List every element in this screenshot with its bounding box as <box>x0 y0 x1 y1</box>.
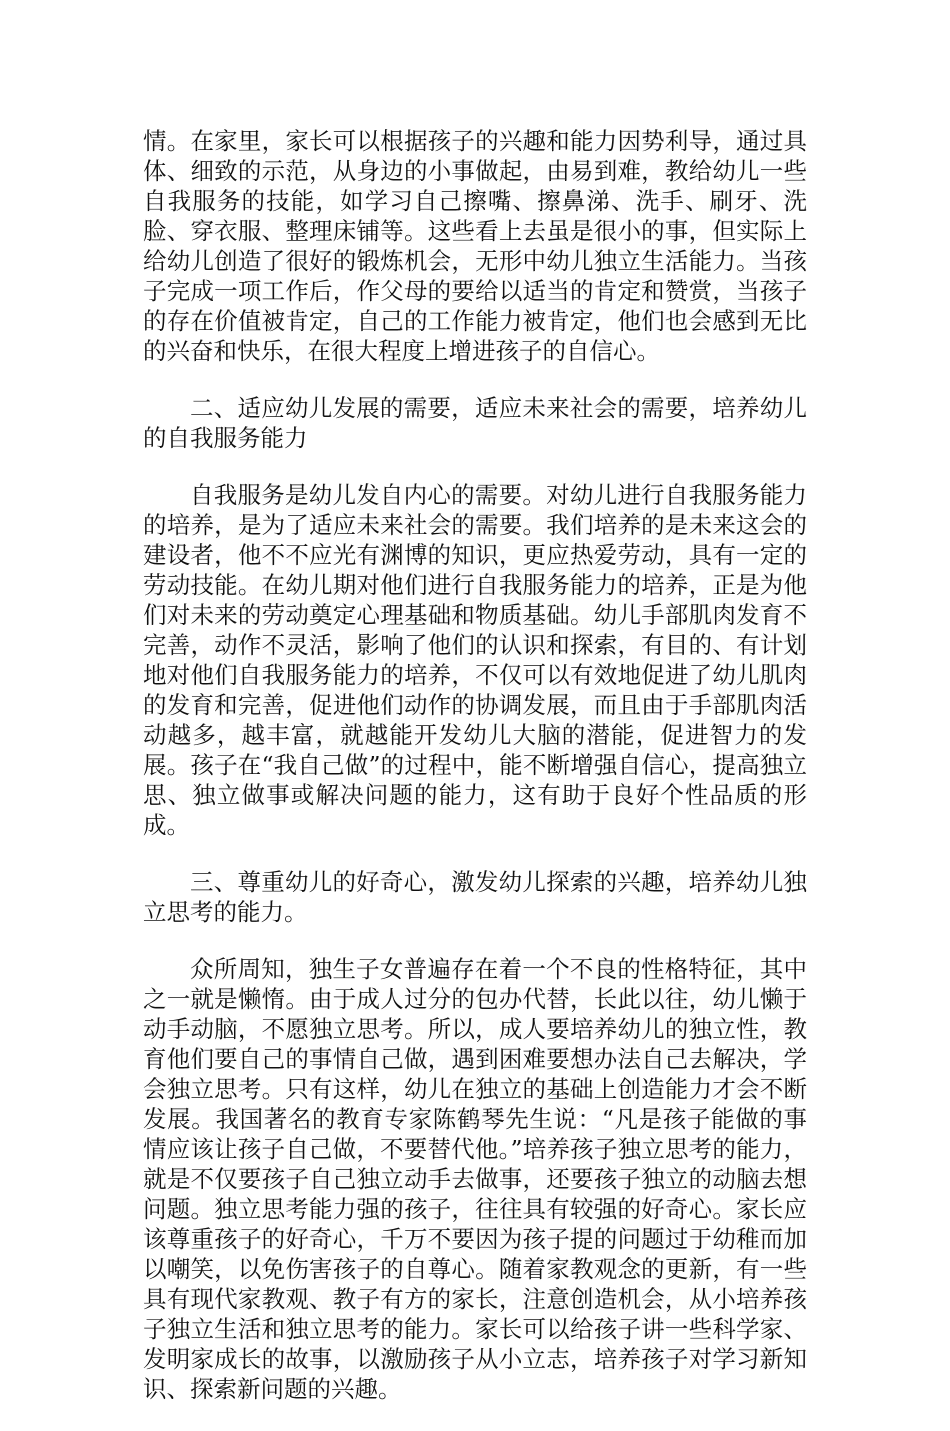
paragraph-independent-thinking: 众所周知，独生子女普遍存在着一个不良的性格特征，其中之一就是懒惰。由于成人过分的包办代替，长此以往，幼儿懒于动手动脑，不愿独立思考。所以，成人要培养幼儿的独立性，教育他们要自己的事情自己做，遇到困难要想办法自己去解决，学会独立思考。只有这样，幼儿在独立的基础上创造能力才会不断发展。我国著名的教育专家陈鹤琴先生说：“凡是孩子能做的事情应该让孩子自己做，不要替代他。”培养孩子独立思考的能力，就是不仅要孩子自己独立动手去做事，还要孩子独立的动脑去想问题。独立思考能力强的孩子，往往具有较强的好奇心。家长应该尊重孩子的好奇心，千万不要因为孩子提的问题过于幼稚而加以嘲笑，以免伤害孩子的自尊心。随着家教观念的更新，有一些具有现代家教观、教子有方的家长，注意创造机会，从小培养孩子独立生活和独立思考的能力。家长可以给孩子讲一些科学家、发明家成长的故事，以激励孩子从小立志，培养孩子对学习新知识、探索新问题的兴趣。 <box>143 955 807 1403</box>
section-heading-three: 三、尊重幼儿的好奇心，激发幼儿探索的兴趣，培养幼儿独立思考的能力。 <box>143 868 807 926</box>
paragraph-self-service: 自我服务是幼儿发自内心的需要。对幼儿进行自我服务能力的培养，是为了适应未来社会的需要。我们培养的是未来这会的建设者，他不不应光有渊博的知识，更应热爱劳动，具有一定的劳动技能。在幼儿期对他们进行自我服务能力的培养，正是为他们对未来的劳动奠定心理基础和物质基础。幼儿手部肌肉发育不完善，动作不灵活，影响了他们的认识和探索，有目的、有计划地对他们自我服务能力的培养，不仅可以有效地促进了幼儿肌肉的发育和完善，促进他们动作的协调发展，而且由于手部肌肉活动越多，越丰富，就越能开发幼儿大脑的潜能，促进智力的发展。孩子在“我自己做”的过程中，能不断增强自信心，提高独立思、独立做事或解决问题的能力，这有助于良好个性品质的形成。 <box>143 481 807 839</box>
document-page <box>143 126 807 1431</box>
paragraph-continuation: 情。在家里，家长可以根据孩子的兴趣和能力因势利导，通过具体、细致的示范，从身边的小事做起，由易到难，教给幼儿一些自我服务的技能，如学习自己擦嘴、擦鼻涕、洗手、刷牙、洗脸、穿衣服、整理床铺等。这些看上去虽是很小的事，但实际上给幼儿创造了很好的锻炼机会，无形中幼儿独立生活能力。当孩子完成一项工作后，作父母的要给以适当的肯定和赞赏，当孩子的存在价值被肯定，自己的工作能力被肯定，他们也会感到无比的兴奋和快乐，在很大程度上增进孩子的自信心。 <box>143 127 807 365</box>
section-heading-two: 二、适应幼儿发展的需要，适应未来社会的需要，培养幼儿的自我服务能力 <box>143 394 807 452</box>
